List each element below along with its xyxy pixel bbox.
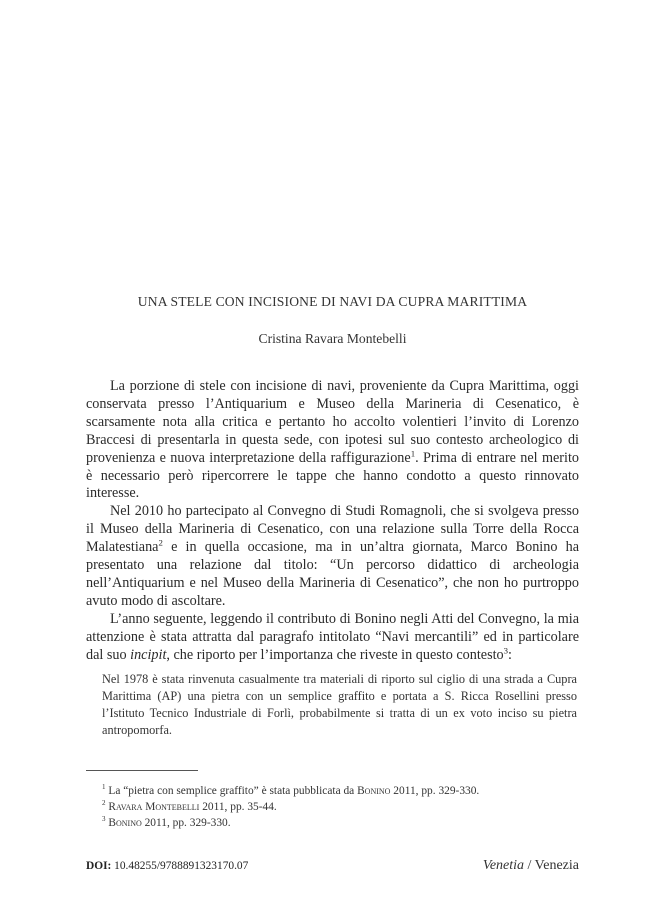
footnote-divider <box>86 770 198 771</box>
footnotes <box>102 784 572 831</box>
incipit-italic: incipit <box>130 646 167 663</box>
footnote-2: $^2$ Ravara Montebelli 2011, pp. 35-44. <box>102 799 277 813</box>
footnote-ref-3: 3 <box>503 644 509 655</box>
article-body <box>86 378 579 665</box>
footnote-1: $^1$ La “pietra con semplice graffito” è stata pubblicata da Bonino 2011, pp. 329-330. <box>102 783 480 797</box>
paragraph-3: L’anno seguente, leggendo il contributo di Bonino negli Atti del Convegno, la mia attenzione è stata attratta dal paragrafo intitolato “Navi mercantili” ed in particolare dal suo incipit, che riporto per l’importanza che riveste in questo contesto$^3$: <box>86 610 579 663</box>
page-footer <box>86 858 579 876</box>
paragraph-1: La porzione di stele con incisione di navi, proveniente da Cupra Marittima, oggi conservata presso l’Antiquarium e Museo della Marineria di Cesenatico, è scarsamente nota alla critica e pertanto ho accolto volentieri l’invito di Lorenzo Braccesi di presentarla in questa sede, con ipotesi sul suo contesto archeologico di provenienza e nuova interpretazione della raffigurazione$^1$. Prima di entrare nel merito è necessario però ripercorrere le tappe che hanno condotto a questo rinnovato interesse. <box>86 378 579 502</box>
article-title: UNA STELE CON INCISIONE DI NAVI DA CUPRA MARITTIMA <box>137 294 528 309</box>
block-quote: Nel 1978 è stata rinvenuta casualmente tra materiali di riporto sul ciglio di una strada a Cupra Marittima (AP) una pietra con un semplice graffito e portata a S. Ricca Rosellini presso l’Istituto Tecnico Industriale di Forlì, probabilmente si tratta di un ex voto inciso su pietra antropomorfa. <box>102 672 577 737</box>
footnote-3: $^3$ Bonino 2011, pp. 329-330. <box>102 814 231 829</box>
journal-name: Venetia / Venezia <box>482 858 579 873</box>
article-author: Cristina Ravara Montebelli <box>258 331 407 346</box>
footnote-ref-2: 2 <box>158 537 163 548</box>
doi-reference: DOI: 10.48255/9788891323170.07 <box>86 860 249 872</box>
footnote-ref-1: 1 <box>410 447 416 458</box>
paragraph-2: Nel 2010 ho partecipato al Convegno di Studi Romagnoli, che si svolgeva presso il Museo della Marineria di Cesenatico, con una relazione sulla Torre della Rocca Malatestiana$^2$ e in quella occasione, ma in un’altra giornata, Marco Bonino ha presentato una relazione dal titolo: “Un percorso didattico di archeologia nell’Antiquarium e nel Museo della Marineria di Cesenatico”, che non ho purtroppo avuto modo di ascoltare. <box>86 503 579 609</box>
